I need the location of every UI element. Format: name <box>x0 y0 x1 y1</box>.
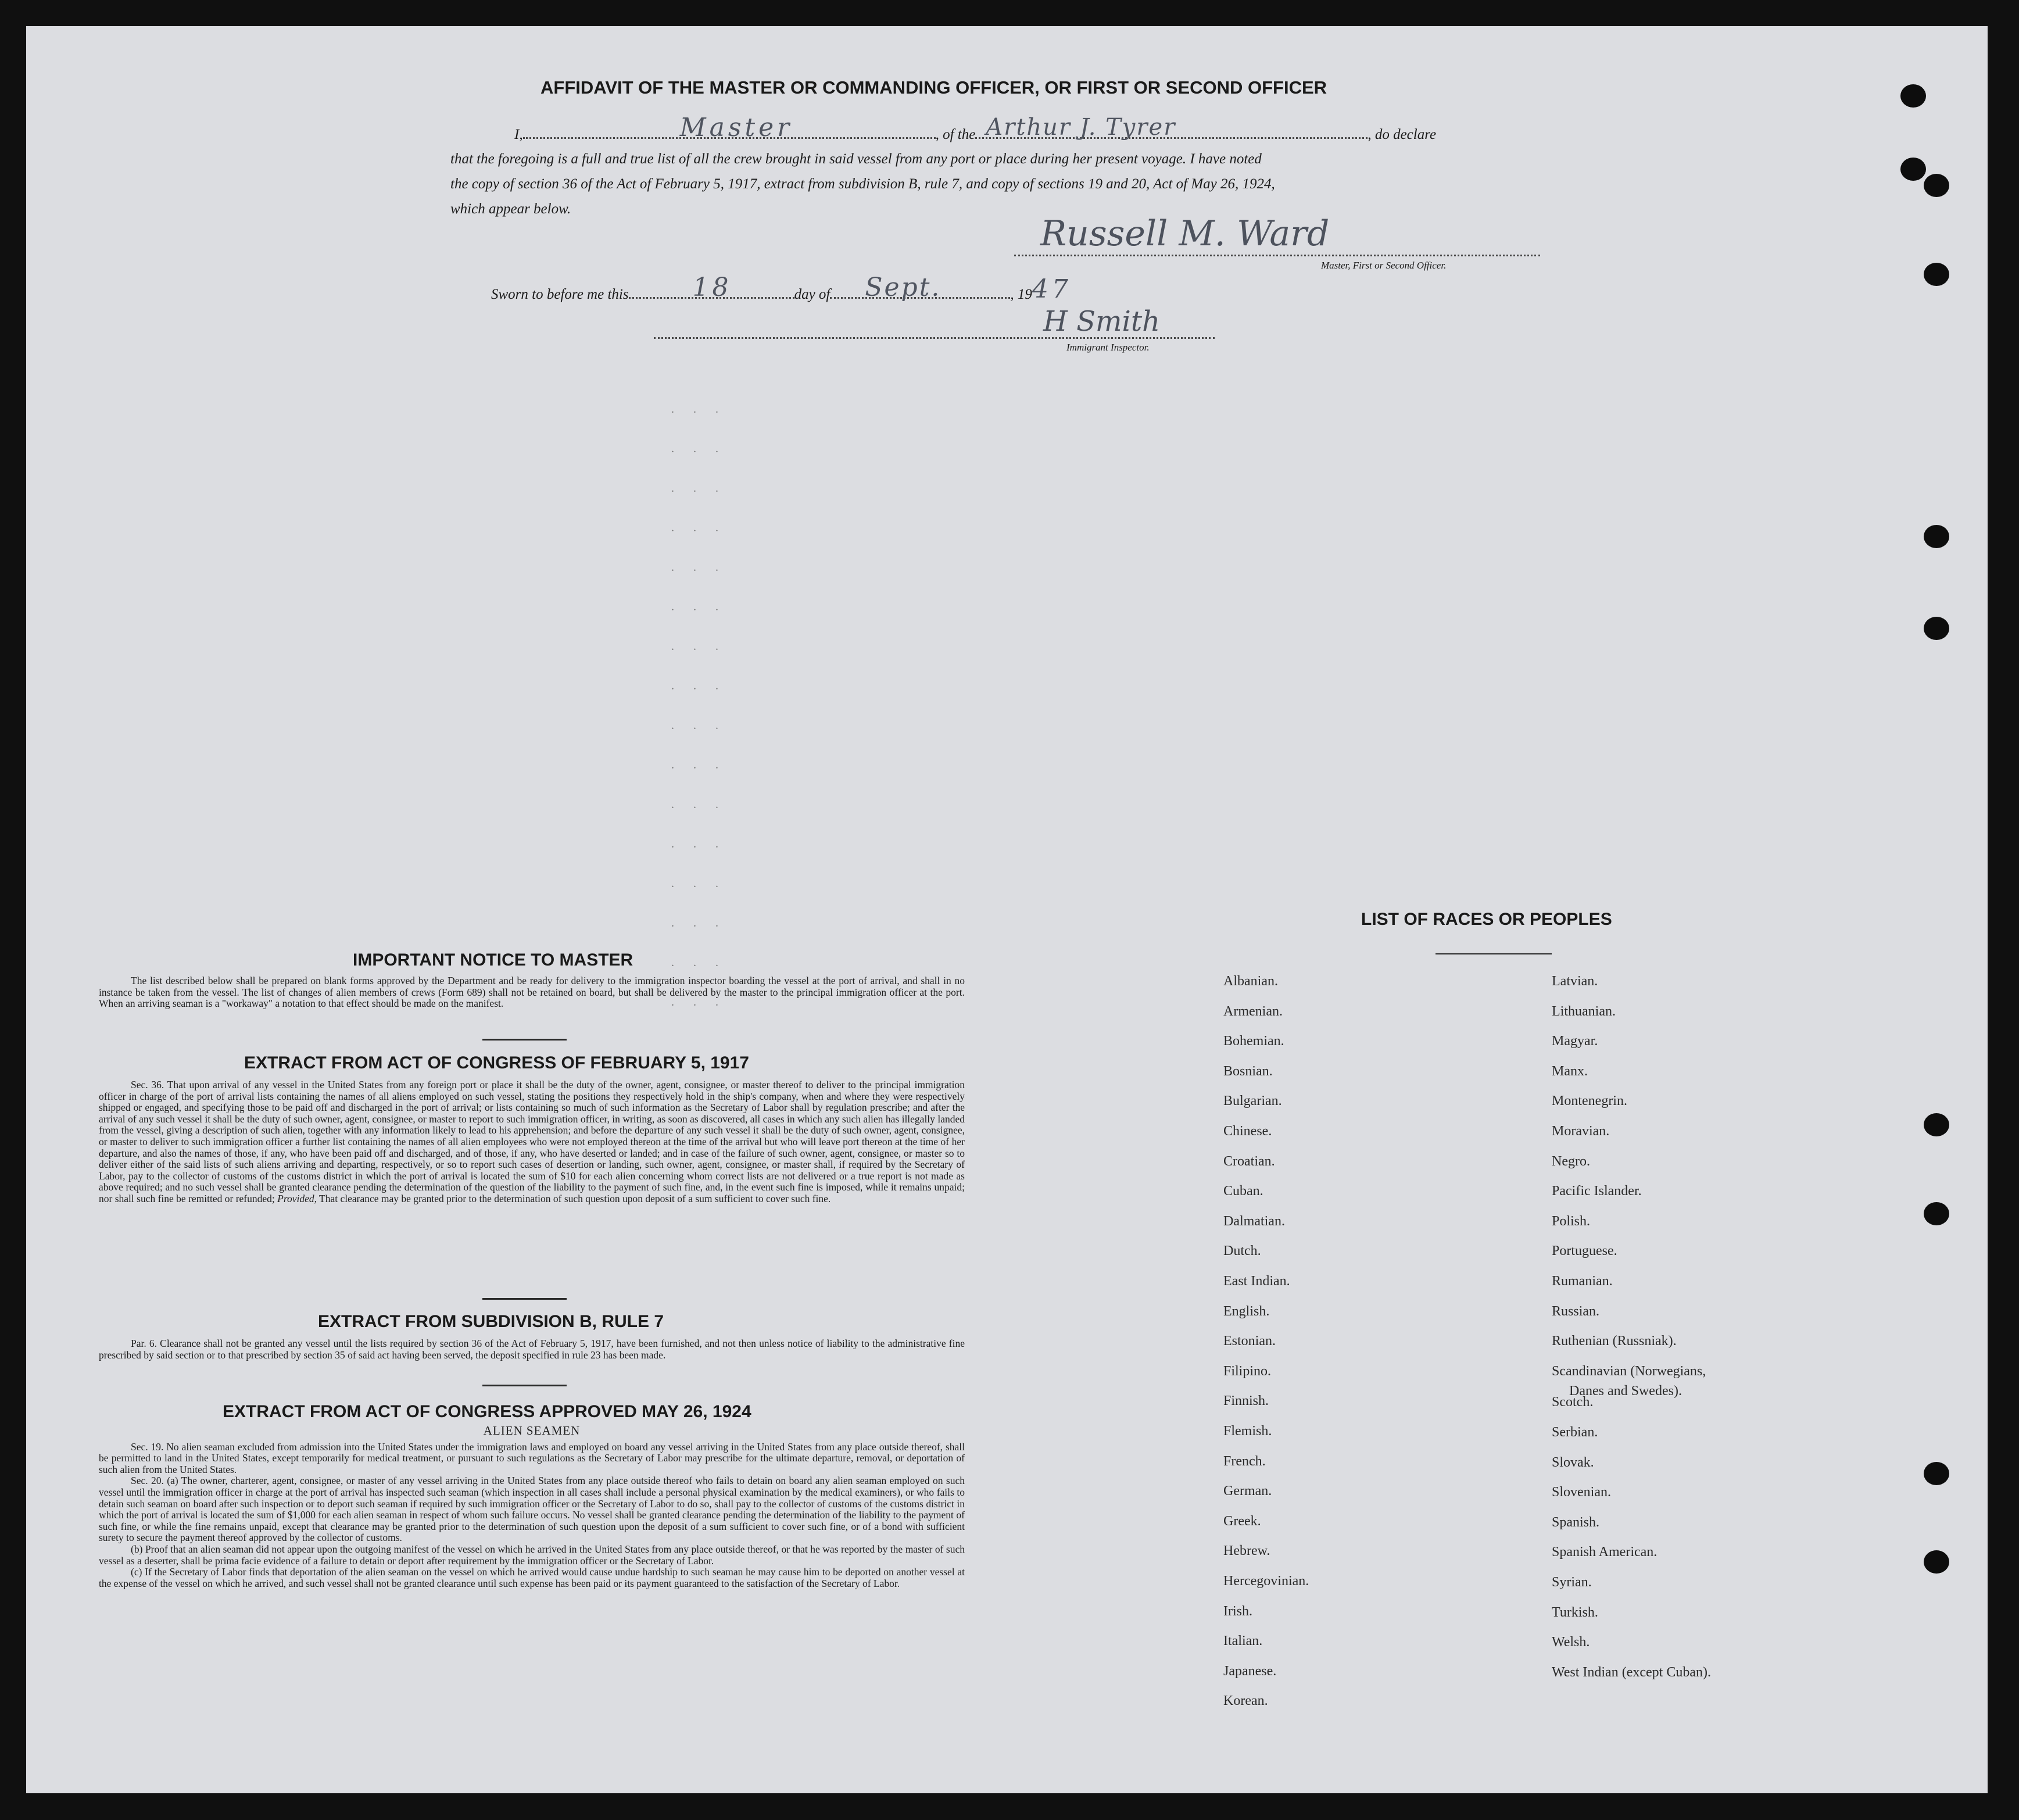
race-item: Italian. <box>1223 1633 1263 1649</box>
race-item: French. <box>1223 1454 1266 1469</box>
extract-rule7-text <box>99 1338 965 1361</box>
race-item: Spanish American. <box>1552 1544 1658 1560</box>
race-item: Ruthenian (Russniak). <box>1552 1333 1677 1349</box>
extract-1917-title: EXTRACT FROM ACT OF CONGRESS OF FEBRUARY 5, 1917 <box>244 1053 749 1072</box>
divider <box>482 1385 567 1386</box>
vessel-name-field <box>975 114 1368 141</box>
document-sheet <box>26 26 1988 1793</box>
sworn-day-of: day of <box>794 287 830 302</box>
race-item: Albanian. <box>1223 974 1278 989</box>
punch-hole <box>1924 525 1949 548</box>
sworn-year-field <box>1032 274 1072 304</box>
section-36-text: Sec. 36. That upon arrival of any vessel in the United States from any foreign port or place it shall be the duty of the owner, agent, consignee, or master thereof to deliver to the principal immigration officer in charge of the port of arrival lists containing the names of all aliens employed on such vessel, stating the positions they respectively hold in the ship's company, when and where they were respectively shipped or engaged, and specifying those to be paid off and discharged in the port of arrival; or lists containing so much of such information as the Secretary of Labor shall by regulation prescribe; and after the arrival of any such vessel it shall be the duty of such owner, agent, consignee, or master to report to such immigration officer, in writing, as soon as discovered, all cases in which any such alien has illegally landed from the vessel, giving a description of such alien, together with any information likely to lead to his apprehension; and before the departure of any such vessel it shall be the duty of such owner, agent, consignee, or master to deliver to such immigration officer a further list containing the names of all alien employees who were not employed thereon at the time of the arrival but who will leave port thereon at the time of her departure, and also the names of those, if any, who have been paid off and discharged, and of those, if any, who have deserted or landed; and in case of the failure of such owner, agent, consignee, or master so to deliver either of the said lists of such aliens arriving and departing, respectively, or so to report such cases of desertion or landing, such owner, agent, consignee, or master shall, if required by the Secretary of Labor, pay to the collector of customs of the customs district in which the port of arrival is located the sum of $10 for each alien concerning whom correct lists are not delivered or a true report is not made as above required; and no such vessel shall be granted clearance pending the determination of the question of the liability to the payment of such fine, and, in the event such fine is imposed, while it remains unpaid; nor shall such fine be remitted or refunded; <box>99 1079 965 1204</box>
extract-1924-title: EXTRACT FROM ACT OF CONGRESS APPROVED MAY 26, 1924 <box>223 1402 751 1421</box>
divider <box>482 1298 567 1300</box>
race-item: Armenian. <box>1223 1004 1283 1019</box>
inspector-signature-line <box>654 337 1215 339</box>
race-item: Slovak. <box>1552 1455 1594 1470</box>
master-signature: Russell M. Ward <box>1040 213 1330 254</box>
race-item: Scotch. <box>1552 1395 1594 1410</box>
race-item: Bulgarian. <box>1223 1093 1282 1109</box>
divider <box>482 1039 567 1040</box>
extract-rule7-title: EXTRACT FROM SUBDIVISION B, RULE 7 <box>318 1312 664 1331</box>
punch-hole <box>1924 1550 1949 1574</box>
affidavit-line-1 <box>450 113 1543 146</box>
declaration-suffix: , do declare <box>1368 127 1437 142</box>
notice-title: IMPORTANT NOTICE TO MASTER <box>353 950 633 970</box>
punch-hole <box>1900 158 1926 181</box>
race-item: Finnish. <box>1223 1393 1269 1408</box>
race-item: English. <box>1223 1304 1270 1319</box>
faint-dot-marks: . . . . . . . . . . . . . . . . . . . . . . . . . . . . . . . . . . . . . . . . . . . . . . . . <box>671 403 726 1009</box>
race-item: Scandinavian (Norwegians, <box>1552 1364 1706 1379</box>
race-item: Moravian. <box>1552 1124 1610 1139</box>
race-item: Hebrew. <box>1223 1543 1270 1558</box>
section-20b-paragraph: (b) Proof that an alien seaman did not appear upon the outgoing manifest of the vessel on which he arrived in the United States from any place outside thereof, or that he was reported by the master of such vessel as a deserter, shall be prima facie evidence of a failure to detain or deport after requirement by the immigration officer or the Secretary of Labor. <box>99 1543 965 1567</box>
declarant-prefix: I, <box>514 127 523 142</box>
race-item: Spanish. <box>1552 1515 1600 1530</box>
section-19-paragraph: Sec. 19. No alien seaman excluded from admission into the United States under the immigration laws and employed on board any vessel arriving in the United States from any place outside thereof, shall be permitted to land in the United States, except temporarily for medical treatment, or pursuant to such regulations as the Secretary of Labor may prescribe for the ultimate departure, removal, or deportation of such alien from the United States. <box>99 1440 965 1475</box>
punch-hole <box>1924 617 1949 640</box>
race-item: Manx. <box>1552 1064 1588 1079</box>
race-item: Filipino. <box>1223 1364 1272 1379</box>
punch-hole <box>1900 84 1926 108</box>
race-item: Turkish. <box>1552 1605 1598 1620</box>
affidavit-line-2: that the foregoing is a full and true list of all the crew brought in said vessel from any port or place during her present voyage. I have noted <box>450 151 1262 167</box>
vessel-name: Arthur J. Tyrer <box>986 114 1176 141</box>
section-36-text-end: That clearance may be granted prior to the determination of such question upon deposit of a sum sufficient to cover such fine. <box>317 1192 831 1204</box>
sworn-month-field <box>830 273 1010 302</box>
race-item: Korean. <box>1223 1693 1268 1708</box>
inspector-signature: H Smith <box>1043 305 1161 338</box>
races-title: LIST OF RACES OR PEOPLES <box>1361 910 1612 929</box>
race-item: Cuban. <box>1223 1183 1263 1199</box>
race-item: Welsh. <box>1552 1635 1590 1650</box>
vessel-prefix: , of the <box>935 127 976 142</box>
race-item: Croatian. <box>1223 1154 1275 1169</box>
punch-hole <box>1924 174 1949 197</box>
race-item: Syrian. <box>1552 1575 1592 1590</box>
section-36-paragraph <box>99 1079 965 1205</box>
sworn-prefix: Sworn to before me this <box>491 287 629 302</box>
section-20c-paragraph: (c) If the Secretary of Labor finds that deportation of the alien seaman on the vessel on which he arrived would cause undue hardship to such seaman he may cause him to be deported on another vessel at the expense of the vessel on which he arrived, and such vessel shall not be granted clearance until such expense has been paid or its payment guaranteed to the satisfaction of the Secretary of Labor. <box>99 1566 965 1589</box>
punch-hole <box>1924 1202 1949 1225</box>
race-item: East Indian. <box>1223 1274 1290 1289</box>
race-item: Portuguese. <box>1552 1243 1617 1258</box>
extract-1924-text <box>99 1424 965 1589</box>
sworn-year-prefix: , 19 <box>1010 287 1032 302</box>
divider <box>1436 953 1552 954</box>
race-item: Lithuanian. <box>1552 1004 1616 1019</box>
master-caption: Master, First or Second Officer. <box>1321 260 1447 271</box>
affidavit-title: AFFIDAVIT OF THE MASTER OR COMMANDING OFFICER, OR FIRST OR SECOND OFFICER <box>540 77 1327 98</box>
notice-paragraph: The list described below shall be prepared on blank forms approved by the Department and be ready for delivery to the immigration inspector boarding the vessel at the port of arrival, and shall in no instance be taken from the vessel. The list of changes of alien members of crews (Form 689) shall not be retained on board, but shall be delivered by the master to the principal immigration officer at the port. When an arriving seaman is a "workaway" a notation to that effect should be made on the manifest. <box>99 975 965 1010</box>
section-20a-paragraph: Sec. 20. (a) The owner, charterer, agent, consignee, or master of any vessel arriving in the United States from any place outside thereof who fails to detain on board any alien seaman employed on such vessel until the immigration officer in charge at the port of arrival has inspected such seaman (which inspection in all cases shall include a personal physical examination by the medical examiners), or who fails to detain such seaman on board after such inspection or to deport such seaman if required by such immigration officer or the Secretary of Labor to do so, shall pay to the collector of customs of the customs district in which the port of arrival is located the sum of $1,000 for each alien seaman in respect of whom such failure occurs. No vessel shall be granted clearance pending the determination of the liability to the payment of such fine, or while the fine remains unpaid, except that clearance may be granted prior to the determination of such question upon the deposit of a sum sufficient to cover such fine, or of a bond with sufficient surety to secure the payment thereof approved by the collector of customs. <box>99 1475 965 1544</box>
punch-hole <box>1924 1113 1949 1136</box>
race-item: Polish. <box>1552 1214 1591 1229</box>
section-36-proviso: Provided, <box>277 1192 317 1204</box>
race-item: Slovenian. <box>1552 1485 1611 1500</box>
race-item: Bohemian. <box>1223 1034 1284 1049</box>
master-signature-line <box>1014 255 1540 256</box>
race-item: Montenegrin. <box>1552 1093 1627 1109</box>
race-item: Irish. <box>1223 1604 1252 1619</box>
race-item: Dalmatian. <box>1223 1214 1285 1229</box>
race-item: Dutch. <box>1223 1243 1261 1258</box>
declarant-rank-field <box>523 113 936 142</box>
race-item: Japanese. <box>1223 1664 1277 1679</box>
race-item: Estonian. <box>1223 1333 1276 1349</box>
sworn-year: 47 <box>1032 274 1072 304</box>
race-item: Danes and Swedes). <box>1569 1383 1682 1399</box>
race-item: Serbian. <box>1552 1425 1598 1440</box>
race-item: Flemish. <box>1223 1424 1272 1439</box>
race-item: Chinese. <box>1223 1124 1272 1139</box>
punch-hole <box>1924 263 1949 286</box>
race-item: Negro. <box>1552 1154 1590 1169</box>
race-item: Latvian. <box>1552 974 1598 989</box>
extract-1917-text <box>99 1079 965 1205</box>
race-item: Pacific Islander. <box>1552 1183 1642 1199</box>
sworn-month: Sept. <box>865 273 942 302</box>
race-item: Hercegovinian. <box>1223 1574 1309 1589</box>
sworn-line <box>491 273 1584 306</box>
sworn-day: 18 <box>692 273 732 302</box>
inspector-caption: Immigrant Inspector. <box>1066 342 1150 353</box>
race-item: Russian. <box>1552 1304 1600 1319</box>
race-item: West Indian (except Cuban). <box>1552 1665 1711 1680</box>
race-item: Rumanian. <box>1552 1274 1613 1289</box>
race-item: Bosnian. <box>1223 1064 1273 1079</box>
declarant-rank: Master <box>679 113 793 142</box>
affidavit-line-3: the copy of section 36 of the Act of February 5, 1917, extract from subdivision B, rule 7, and copy of sections 19 and 20, Act of May 26, 1924, <box>450 176 1275 192</box>
affidavit-line-4: which appear below. <box>450 201 571 217</box>
race-item: Magyar. <box>1552 1034 1598 1049</box>
par-6-paragraph: Par. 6. Clearance shall not be granted any vessel until the lists required by section 36 of the Act of February 5, 1917, have been furnished, and not then unless notice of liability to the administrative fine prescribed by said section or to that prescribed by section 35 of said act having been served, the deposit specified in rule 23 has been made. <box>99 1338 965 1361</box>
notice-text <box>99 975 965 1010</box>
alien-seamen-heading: ALIEN SEAMEN <box>483 1424 581 1438</box>
race-item: Greek. <box>1223 1514 1261 1529</box>
punch-hole <box>1924 1462 1949 1485</box>
race-item: German. <box>1223 1483 1272 1499</box>
sworn-day-field <box>629 273 794 302</box>
